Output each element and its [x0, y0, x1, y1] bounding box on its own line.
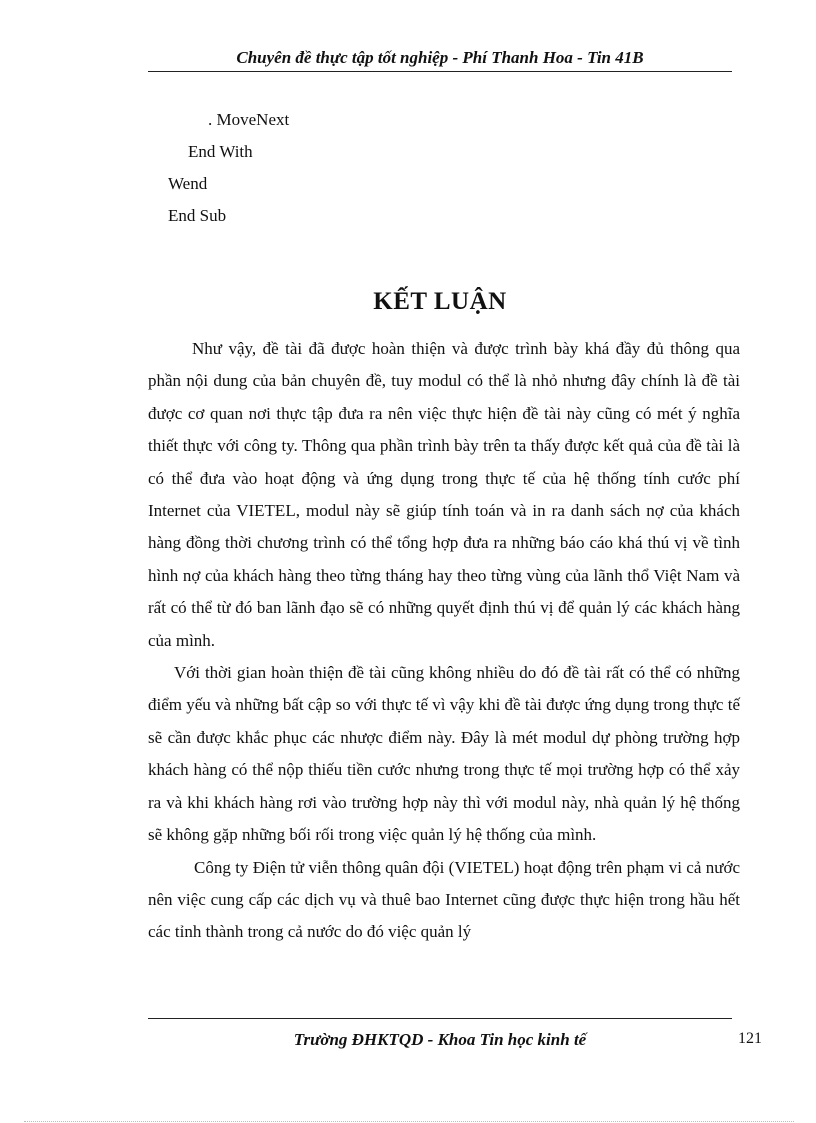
- code-line-end-sub: End Sub: [168, 206, 227, 225]
- paragraph-3: Công ty Điện tử viễn thông quân đội (VIETEL) hoạt động trên phạm vi cả nước nên việc cung cấp các dịch vụ và thuê bao Internet cũng được thực hiện trong hầu hết các tỉnh thành trong cả nước do đó việc quản lý: [148, 857, 740, 942]
- conclusion-body: [148, 333, 740, 949]
- running-header: Chuyên đề thực tập tốt nghiệp - Phí Thanh Hoa - Tin 41B: [236, 48, 644, 67]
- paragraph-2: Với thời gian hoàn thiện đề tài cũng không nhiều do đó đề tài rất có thể có những điểm yếu và những bất cập so với thực tế vì vậy khi đề tài được ứng dụng trong thực tế sẽ cần được khắc phục các nhược điểm này. Đây là mét modul dự phòng trường hợp khách hàng có thể nộp thiếu tiền cước nhưng trong thực tế mọi trường hợp có thể xảy ra và khi khách hàng rơi vào trường hợp này thì với modul này, nhà quản lý hệ thống sẽ không gặp những bối rối trong việc quản lý hệ thống của mình.: [148, 663, 740, 845]
- running-footer: Trường ĐHKTQD - Khoa Tin học kinh tế: [293, 1030, 587, 1049]
- header-rule: [148, 71, 732, 72]
- page-edge-divider: [24, 1121, 794, 1122]
- code-line-wend: Wend: [168, 174, 208, 193]
- paragraph-1: Như vậy, đề tài đã được hoàn thiện và được trình bày khá đầy đủ thông qua phần nội dung của bản chuyên đề, tuy modul có thể là nhỏ nhưng đây chính là đề tài được cơ quan nơi thực tập đưa ra nên việc thực hiện đề tài này cũng có mét ý nghĩa thiết thực với công ty. Thông qua phần trình bày trên ta thấy được kết quả của đề tài là có thể đưa vào hoạt động và ứng dụng trong thực tế của hệ thống tính cước phí Internet của VIETEL, modul này sẽ giúp tính toán và in ra danh sách nợ của khách hàng đồng thời chương trình có thể tổng hợp đưa ra những báo cáo khá thú vị về tình hình nợ của khách hàng theo từng tháng hay theo từng vùng của lãnh thổ Việt Nam và rất có thể từ đó ban lãnh đạo sẽ có những quyết định thú vị để quản lý các khách hàng của mình.: [148, 339, 740, 650]
- page-number: 121: [738, 1030, 762, 1047]
- code-line-movenext: . MoveNext: [208, 110, 290, 129]
- code-line-end-with: End With: [188, 142, 253, 161]
- section-title: KẾT LUẬN: [373, 288, 507, 315]
- footer-rule: [148, 1018, 732, 1019]
